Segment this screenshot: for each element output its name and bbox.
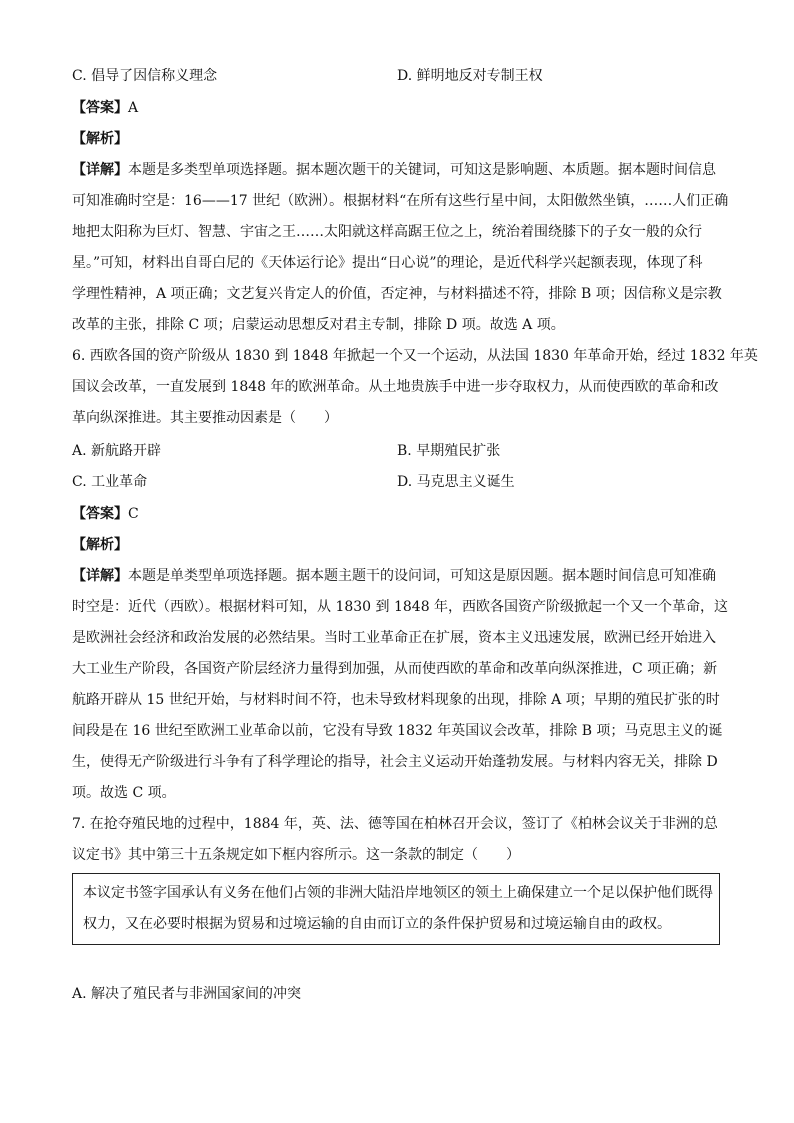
q5-answer — [72, 98, 138, 118]
q6-detail-line: 生，使得无产阶级进行斗争有了科学理论的指导，社会主义运动开始蓬勃发展。与材料内容无关，排除 D — [72, 754, 718, 770]
detail-label: 【详解】 — [72, 162, 128, 178]
q5-detail-line: 可知准确时空是：16——17 世纪（欧洲）。根据材料“在所有这些行星中间，太阳傲然坐镇，……人们正确 — [72, 193, 729, 209]
q6-question-line: 国议会改革，一直发展到 1848 年的欧洲革命。从土地贵族手中进一步夺取权力，从而使西欧的革命和改 — [72, 379, 719, 395]
q6-question-line: 6. 西欧各国的资产阶级从 1830 到 1848 年掀起一个又一个运动，从法国 1830 年革命开始，经过 1832 年英 — [72, 348, 758, 364]
q7-question-line: 议定书》其中第三十五条规定如下框内容所示。这一条款的制定（ ） — [72, 847, 520, 863]
q6-detail-line: 大工业生产阶段，各国资产阶层经济力量得到加强，从而使西欧的革命和改革向纵深推进，C 项正确；新 — [72, 661, 718, 677]
q5-detail-line: 地把太阳称为巨灯、智慧、宇宙之王……太阳就这样高踞王位之上，统治着围绕膝下的子女一般的众行 — [72, 224, 702, 240]
q6-detail-line: 项。故选 C 项。 — [72, 785, 176, 801]
q6-question-line: 革向纵深推进。其主要推动因素是（ ） — [72, 410, 338, 426]
quote-line: 本议定书签字国承认有义务在他们占领的非洲大陆沿岸地领区的领土上确保建立一个足以保护他们既得 — [83, 885, 713, 901]
answer-label: 【答案】 — [72, 506, 128, 522]
detail-text: 本题是多类型单项选择题。据本题次题干的关键词，可知这是影响题、本质题。据本题时间信息 — [128, 162, 716, 178]
analysis-label: 【解析】 — [72, 131, 128, 147]
q6-detail-line: 航路开辟从 15 世纪开始，与材料时间不符，也未导致材料现象的出现，排除 A 项；早期的殖民扩张的时 — [72, 692, 720, 708]
q5-detail-line — [72, 160, 716, 180]
q6-analysis-label — [72, 535, 128, 555]
answer-label: 【答案】 — [72, 100, 128, 116]
answer-value: A — [128, 100, 139, 116]
q5-detail-line: 改革的主张，排除 C 项；启蒙运动思想反对君主专制，排除 D 项。故选 A 项。 — [72, 317, 565, 333]
q5-analysis-label — [72, 129, 128, 149]
q6-detail-line: 是欧洲社会经济和政治发展的必然结果。当时工业革命正在扩展，资本主义迅速发展，欧洲已经开始进入 — [72, 630, 716, 646]
q5-option-c: C. 倡导了因信称义理念 — [72, 68, 218, 84]
q5-detail-line: 星。”可知，材料出自哥白尼的《天体运行论》提出“日心说”的理论，是近代科学兴起额表现，体现了科 — [72, 255, 703, 271]
q6-detail-line: 时空是：近代（西欧）。根据材料可知，从 1830 到 1848 年，西欧各国资产阶级掀起一个又一个革命，这 — [72, 599, 729, 615]
q7-option-a: A. 解决了殖民者与非洲国家间的冲突 — [72, 986, 302, 1002]
q6-answer — [72, 504, 139, 524]
q7-quote-box — [72, 873, 720, 945]
q5-option-d: D. 鲜明地反对专制王权 — [397, 68, 543, 84]
q6-option-c: C. 工业革命 — [72, 474, 148, 490]
analysis-label: 【解析】 — [72, 537, 128, 553]
q5-detail-line: 学理性精神，A 项正确；文艺复兴肯定人的价值，否定神，与材料描述不符，排除 B 项；因信称义是宗教 — [72, 286, 722, 302]
quote-line: 权力，又在必要时根据为贸易和过境运输的自由而订立的条件保护贸易和过境运输自由的政权。 — [83, 916, 671, 932]
q6-option-d: D. 马克思主义诞生 — [397, 474, 515, 490]
q6-option-b: B. 早期殖民扩张 — [397, 443, 501, 459]
answer-value: C — [128, 506, 139, 522]
detail-label: 【详解】 — [72, 568, 128, 584]
detail-text: 本题是单类型单项选择题。据本题主题干的设问词，可知这是原因题。据本题时间信息可知准确 — [128, 568, 716, 584]
q6-detail-line: 间段是在 16 世纪至欧洲工业革命以前，它没有导致 1832 年英国议会改革，排除 B 项；马克思主义的诞 — [72, 723, 723, 739]
q6-option-a: A. 新航路开辟 — [72, 443, 162, 459]
q7-question-line: 7. 在抢夺殖民地的过程中，1884 年，英、法、德等国在柏林召开会议，签订了《柏林会议关于非洲的总 — [72, 816, 718, 832]
q6-detail-line — [72, 566, 716, 586]
